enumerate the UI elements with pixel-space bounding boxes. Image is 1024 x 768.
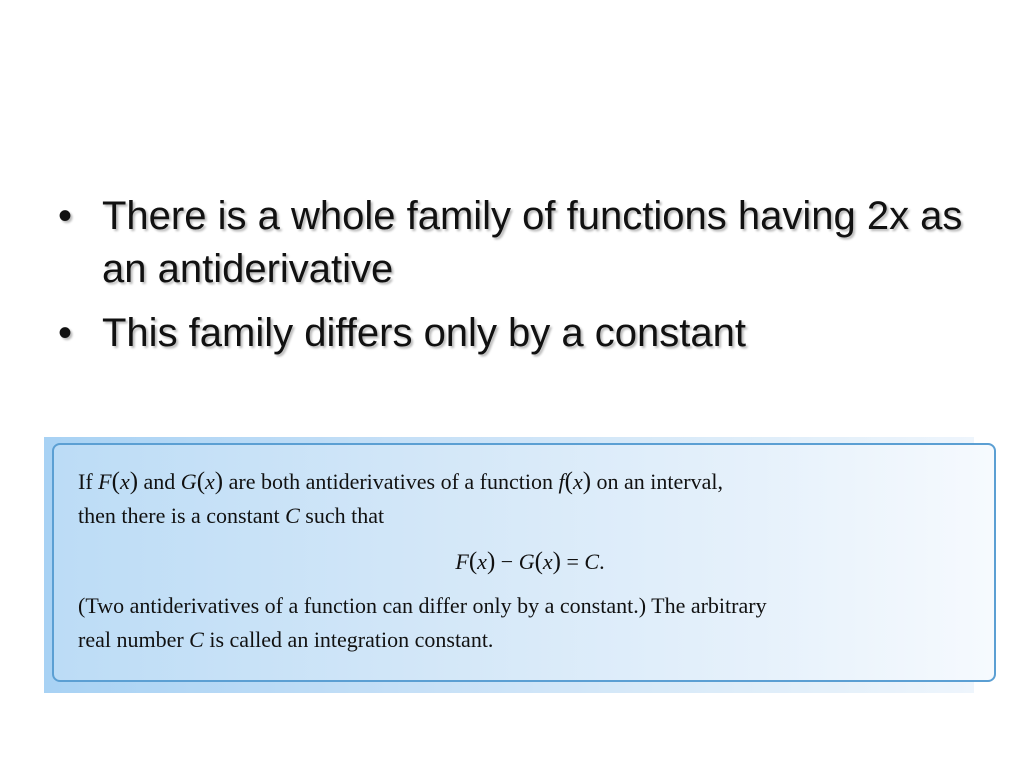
math-C: C — [584, 549, 600, 574]
theorem-phrase: then there is a constant — [78, 503, 280, 528]
theorem-statement: If F(x) and G(x) are both antiderivatives of a function f(x) on an interval, then there is a constant C such that — [78, 468, 724, 528]
math-G: G — [518, 549, 535, 574]
math-F: F — [98, 469, 112, 494]
math-minus: − — [500, 549, 514, 574]
math-equals: = — [566, 549, 579, 574]
theorem-word-if: If — [78, 469, 93, 494]
theorem-word-and: and — [143, 469, 176, 494]
math-x: x — [477, 549, 487, 574]
math-f: f — [558, 469, 565, 494]
math-G: G — [180, 469, 197, 494]
math-x: x — [542, 549, 553, 574]
bullet-item — [58, 190, 998, 296]
bullet-item — [58, 307, 998, 360]
math-F: F — [455, 549, 469, 574]
bullet-list — [58, 190, 998, 371]
math-x: x — [205, 469, 215, 494]
bullet-marker: • — [58, 194, 73, 238]
note-line-1: (Two antiderivatives of a function can differ only by a constant.) The arbitrary — [78, 593, 767, 618]
theorem-equation: F(x) − G(x) = C. — [455, 548, 605, 575]
math-x: x — [572, 469, 583, 494]
note-line-2-start: real number — [78, 627, 184, 652]
math-C: C — [285, 503, 300, 528]
note-line-2-end: is called an integration constant. — [209, 627, 494, 652]
theorem-phrase: on an interval, — [596, 469, 724, 494]
math-period: . — [599, 549, 605, 574]
math-x: x — [119, 469, 130, 494]
theorem-box — [52, 443, 996, 682]
bullet-text: This family differs only by a constant — [102, 311, 746, 355]
theorem-phrase: are both antiderivatives of a function — [228, 469, 553, 494]
math-C: C — [189, 627, 204, 652]
theorem-note — [78, 589, 972, 657]
bullet-marker: • — [58, 311, 73, 355]
theorem-phrase: such that — [305, 503, 385, 528]
bullet-text: There is a whole family of functions having 2x as an antiderivative — [102, 194, 963, 291]
